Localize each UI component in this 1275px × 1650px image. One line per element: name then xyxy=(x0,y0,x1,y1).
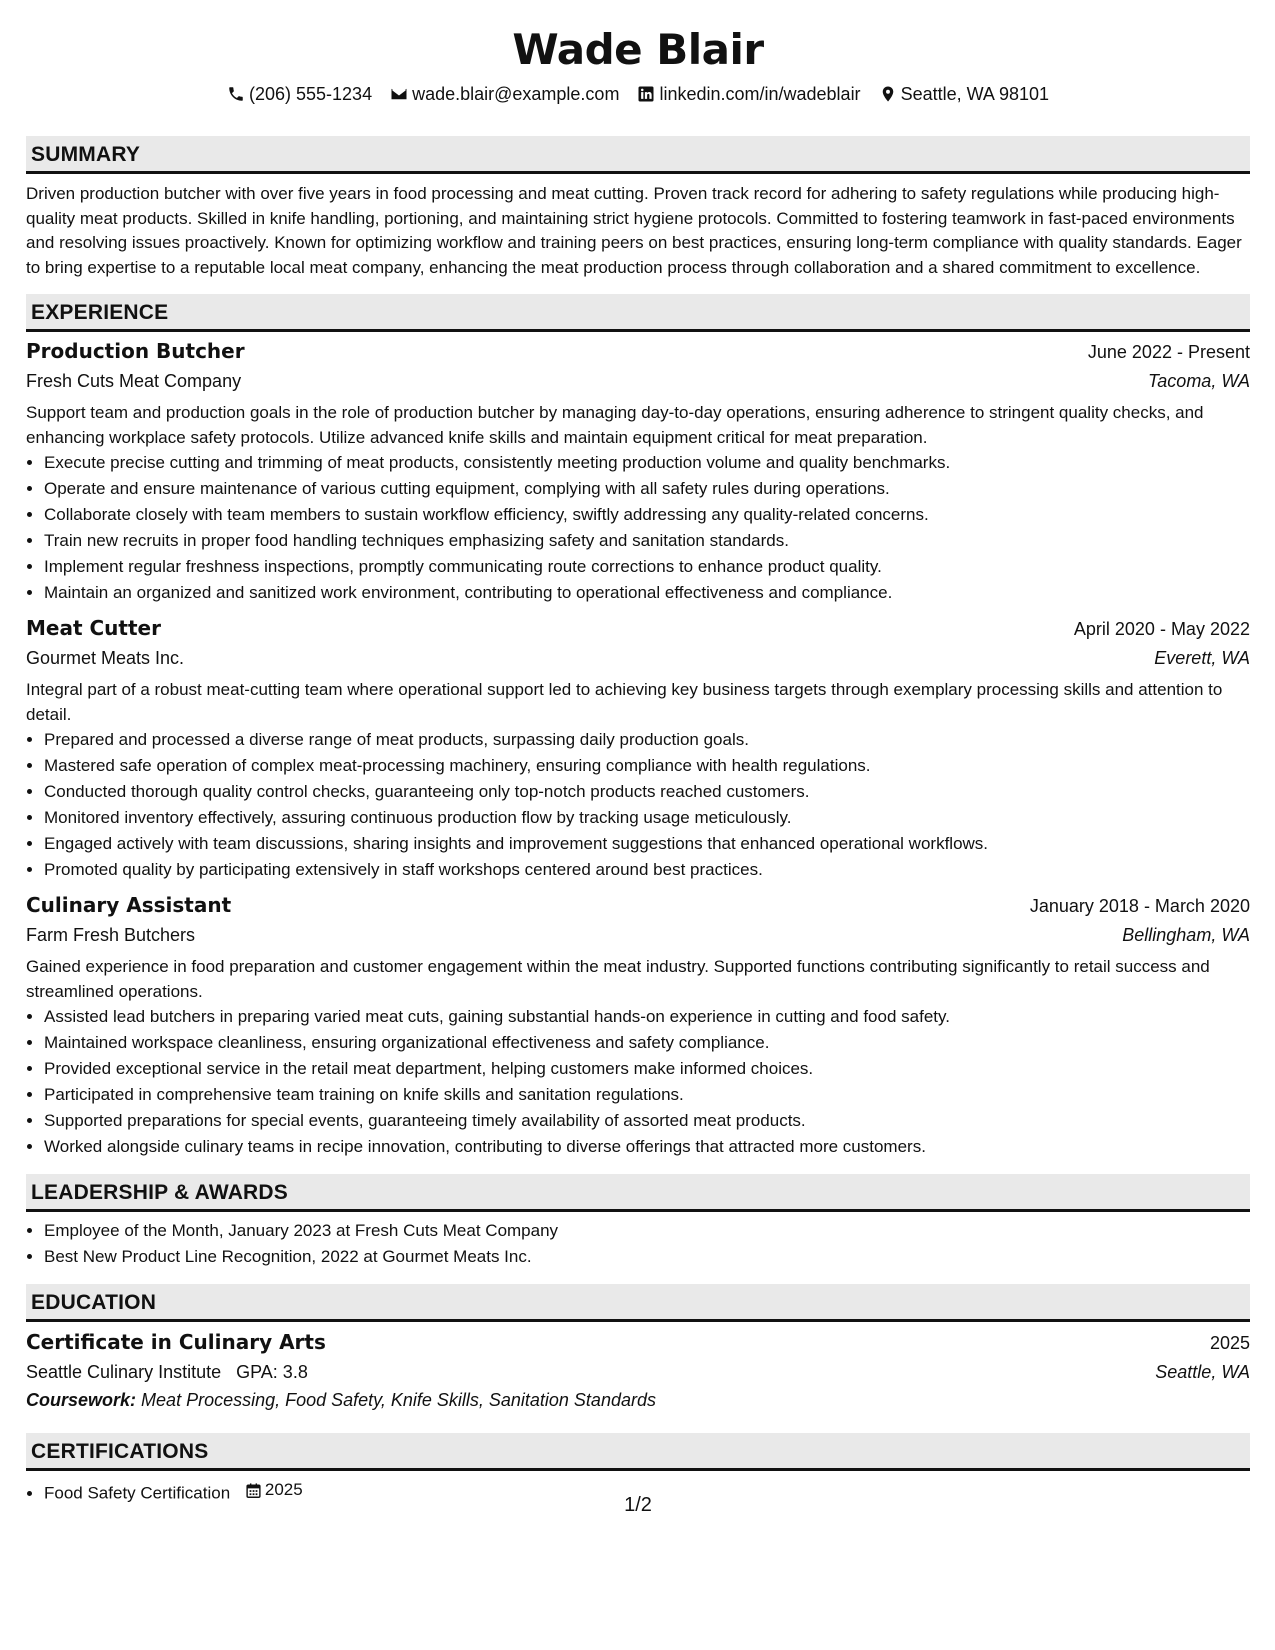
list-item: • Collaborate closely with team members to sustain workflow efficiency, swiftly addressing any quality-related concerns. xyxy=(44,502,1250,528)
job-company: Farm Fresh Butchers xyxy=(26,925,196,945)
contact-linkedin[interactable] xyxy=(637,82,860,106)
envelope-icon xyxy=(390,85,408,103)
job-description: Gained experience in food preparation and customer engagement within the meat industry. Supported functions contributing significantly to retail success and streamlined operations. xyxy=(26,957,1210,1001)
coursework-list: Meat Processing, Food Safety, Knife Skills, Sanitation Standards xyxy=(141,1390,656,1410)
linkedin-icon xyxy=(637,85,655,103)
contact-phone xyxy=(227,82,372,106)
list-item: • Train new recruits in proper food handling techniques emphasizing safety and sanitation standards. xyxy=(44,528,1250,554)
section-header-experience: EXPERIENCE xyxy=(26,294,1250,332)
job-company: Fresh Cuts Meat Company xyxy=(26,371,242,391)
school-location: Seattle, WA xyxy=(1155,1362,1250,1382)
list-item: • Engaged actively with team discussions, sharing insights and improvement suggestions that enhanced operational workflows. xyxy=(44,831,1250,857)
list-item: • Mastered safe operation of complex meat-processing machinery, ensuring compliance with health regulations. xyxy=(44,753,1250,779)
coursework xyxy=(26,1390,1250,1411)
job-title: Meat Cutter xyxy=(26,616,161,640)
email-text[interactable]: wade.blair@example.com xyxy=(412,84,620,104)
page-number: 1/2 xyxy=(624,1494,652,1516)
awards-list xyxy=(26,1218,1250,1270)
certification-year: 2025 xyxy=(264,1480,303,1499)
degree-title: Certificate in Culinary Arts xyxy=(26,1330,326,1354)
experience-section xyxy=(26,294,1250,1160)
awards-section xyxy=(26,1174,1250,1270)
list-item: • Participated in comprehensive team training on knife skills and sanitation regulations. xyxy=(44,1082,1250,1108)
list-item: • Best New Product Line Recognition, 2022 at Gourmet Meats Inc. xyxy=(44,1244,1250,1270)
section-header-awards: LEADERSHIP & AWARDS xyxy=(26,1174,1250,1212)
coursework-label: Coursework: xyxy=(26,1390,137,1410)
list-item: • Execute precise cutting and trimming of meat products, consistently meeting production volume and quality benchmarks. xyxy=(44,450,1250,476)
job-location: Bellingham, WA xyxy=(1122,925,1250,945)
list-item: • Supported preparations for special events, guaranteeing timely availability of assorted meat products. xyxy=(44,1108,1250,1134)
list-item: • Maintained workspace cleanliness, ensuring organizational effectiveness and safety compliance. xyxy=(44,1030,1250,1056)
job-bullets xyxy=(26,727,1250,883)
job-location: Everett, WA xyxy=(1154,648,1250,668)
job-entry xyxy=(26,616,1250,883)
list-item: • Employee of the Month, January 2023 at Fresh Cuts Meat Company xyxy=(44,1218,1250,1244)
education-section xyxy=(26,1284,1250,1411)
job-title: Production Butcher xyxy=(26,339,245,363)
job-description: Integral part of a robust meat-cutting team where operational support led to achieving key business targets through exemplary processing skills and attention to detail. xyxy=(26,680,1223,724)
summary-section xyxy=(26,136,1250,280)
list-item: • Provided exceptional service in the retail meat department, helping customers make informed choices. xyxy=(44,1056,1250,1082)
job-bullets xyxy=(26,450,1250,606)
contact-location xyxy=(879,82,1049,106)
gpa: GPA: 3.8 xyxy=(236,1362,308,1382)
school-name: Seattle Culinary Institute xyxy=(26,1362,222,1382)
list-item: • Monitored inventory effectively, assuring continuous production flow by tracking usage meticulously. xyxy=(44,805,1250,831)
list-item: • Conducted thorough quality control checks, guaranteeing only top-notch products reached customers. xyxy=(44,779,1250,805)
list-item: • Assisted lead butchers in preparing varied meat cuts, gaining substantial hands-on experience in cutting and food safety. xyxy=(44,1004,1250,1030)
job-bullets xyxy=(26,1004,1250,1160)
job-dates: January 2018 - March 2020 xyxy=(1029,896,1250,916)
list-item: • Maintain an organized and sanitized work environment, contributing to operational effectiveness and compliance. xyxy=(44,580,1250,606)
list-item: • Prepared and processed a diverse range of meat products, surpassing daily production goals. xyxy=(44,727,1250,753)
job-title: Culinary Assistant xyxy=(26,893,232,917)
job-entry xyxy=(26,339,1250,606)
section-header-education: EDUCATION xyxy=(26,1284,1250,1322)
summary-text: Driven production butcher with over five years in food processing and meat cutting. Proven track record for adhering to safety regulations while producing high-quality meat products. Skilled in knife handling, portioning, and maintaining strict hygiene protocols. Committed to fostering teamwork in fast-paced environments and resolving issues proactively. Known for optimizing workflow and training peers on best practices, ensuring long-term compliance with quality standards. Eager to bring expertise to a reputable local meat company, enhancing the meat production process through collaboration and a shared commitment to excellence. xyxy=(26,184,1242,277)
job-description: Support team and production goals in the role of production butcher by managing day-to-day operations, ensuring adherence to stringent quality checks, and enhancing workplace safety protocols. Utilize advanced knife skills and maintain equipment critical for meat preparation. xyxy=(26,403,1204,447)
job-entry xyxy=(26,893,1250,1160)
section-header-summary: SUMMARY xyxy=(26,136,1250,174)
certification-name: Food Safety Certification xyxy=(44,1483,231,1503)
phone-icon xyxy=(227,85,245,103)
candidate-name: Wade Blair xyxy=(512,25,764,74)
list-item: • Promoted quality by participating extensively in staff workshops centered around best practices. xyxy=(44,857,1250,883)
contact-bar xyxy=(26,82,1250,106)
phone-text: (206) 555-1234 xyxy=(248,84,373,104)
education-year: 2025 xyxy=(1209,1333,1250,1353)
resume-page xyxy=(26,0,1250,1516)
section-header-certifications: CERTIFICATIONS xyxy=(26,1433,1250,1471)
linkedin-text[interactable]: linkedin.com/in/wadeblair xyxy=(659,84,861,104)
location-text: Seattle, WA 98101 xyxy=(900,84,1049,104)
list-item: • Worked alongside culinary teams in recipe innovation, contributing to diverse offerings that attracted more customers. xyxy=(44,1134,1250,1160)
map-marker-icon xyxy=(879,85,897,103)
school-info xyxy=(26,1360,308,1384)
job-dates: June 2022 - Present xyxy=(1087,342,1250,362)
contact-email[interactable] xyxy=(390,82,619,106)
list-item: • Operate and ensure maintenance of various cutting equipment, complying with all safety rules during operations. xyxy=(44,476,1250,502)
job-location: Tacoma, WA xyxy=(1147,371,1250,391)
list-item: • Implement regular freshness inspections, promptly communicating route corrections to enhance product quality. xyxy=(44,554,1250,580)
job-company: Gourmet Meats Inc. xyxy=(26,648,185,668)
job-dates: April 2020 - May 2022 xyxy=(1073,619,1250,639)
